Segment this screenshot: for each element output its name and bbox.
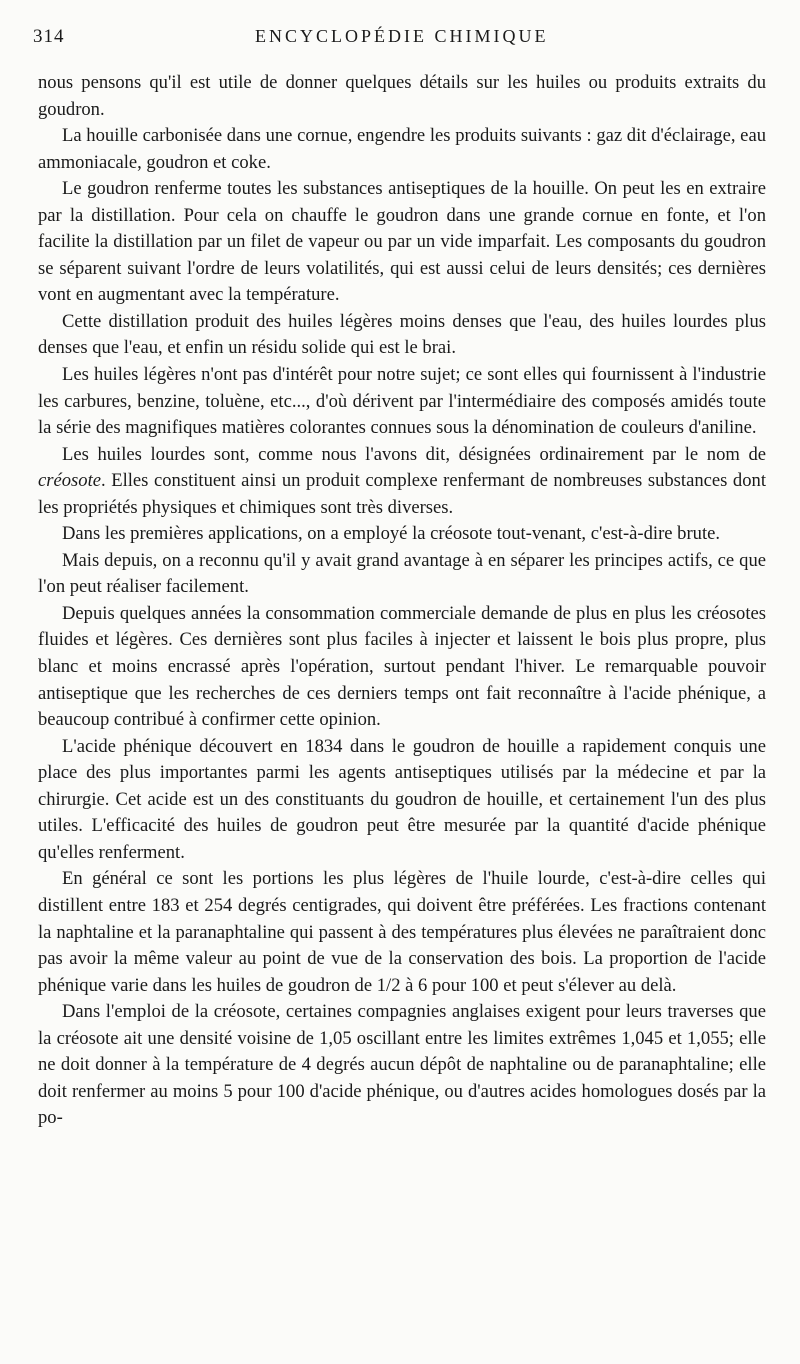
paragraph-6 bbox=[38, 442, 766, 522]
paragraph-9: Depuis quelques années la consommation commerciale demande de plus en plus les créosotes fluides et légères. Ces dernières sont plus faciles à injecter et laissent le bois plus propre, plus blanc et moins encrassé après l'opération, surtout pendant l'hiver. Le remarquable pouvoir antiseptique que les recherches de ces derniers temps ont fait reconnaître à l'acide phénique, a beaucoup contribué à confirmer cette opinion. bbox=[38, 602, 766, 731]
paragraph-6-start: Les huiles lourdes sont, comme nous l'avons dit, désignées ordinairement par le nom de bbox=[62, 443, 766, 465]
paragraph-12: Dans l'emploi de la créosote, certaines compagnies anglaises exigent pour leurs traverses que la créosote ait une densité voisine de 1,05 oscillant entre les limites extrêmes 1,045 et 1,055; elle ne doit donner à la température de 4 degrés aucun dépôt de naphtaline ou de paranaphtaline; elle doit renfermer au moins 5 pour 100 d'acide phénique, ou d'autres acides homologues dosés par la po- bbox=[38, 1001, 766, 1129]
paragraph-3: Le goudron renferme toutes les substances antiseptiques de la houille. On peut les en extraire par la distillation. Pour cela on chauffe le goudron dans une grande cornue en fonte, et l'on facilite la distillation par un filet de vapeur ou par un vide imparfait. Les composants du goudron se séparent suivant l'ordre de leurs volatilités, qui est aussi celui de leurs densités; ces dernières vont en augmentant avec la température. bbox=[38, 178, 766, 306]
paragraph-4: Cette distillation produit des huiles légères moins denses que l'eau, des huiles lourdes plus denses que l'eau, et enfin un résidu solide qui est le brai. bbox=[38, 310, 766, 359]
body-text bbox=[38, 70, 766, 1132]
paragraph-2: La houille carbonisée dans une cornue, engendre les produits suivants : gaz dit d'éclairage, eau ammoniacale, goudron et coke. bbox=[38, 125, 766, 173]
paragraph-10: L'acide phénique découvert en 1834 dans le goudron de houille a rapidement conquis une place des plus importantes parmi les agents antiseptiques utilisés par la médecine et par la chirurgie. Cet acide est un des constituants du goudron de houille, et certainement l'un des plus utiles. L'efficacité des huiles de goudron peut être mesurée par la quantité d'acide phénique qu'elles renferment. bbox=[38, 735, 766, 863]
page-number: 314 bbox=[33, 26, 65, 47]
paragraph-5: Les huiles légères n'ont pas d'intérêt pour notre sujet; ce sont elles qui fournissent à l'industrie les carbures, benzine, toluène, etc..., d'où dérivent par l'intermédiaire des composés amidés toute la série des magnifiques matières colorantes connues sous la dénomination de couleurs d'aniline. bbox=[38, 364, 766, 439]
paragraph-1: nous pensons qu'il est utile de donner quelques détails sur les huiles ou produits extraits du goudron. bbox=[38, 72, 766, 120]
page-header bbox=[33, 26, 773, 56]
paragraph-8: Mais depuis, on a reconnu qu'il y avait grand avantage à en séparer les principes actifs, ce que l'on peut réaliser facilement. bbox=[38, 549, 766, 598]
paragraph-6-end: . Elles constituent ainsi un produit complexe renfermant de nombreuses substances dont les propriétés physiques et chimiques sont très diverses. bbox=[38, 470, 766, 518]
paragraph-7: Dans les premières applications, on a employé la créosote tout-venant, c'est-à-dire brute. bbox=[62, 523, 721, 545]
paragraph-11: En général ce sont les portions les plus légères de l'huile lourde, c'est-à-dire celles qui distillent entre 183 et 254 degrés centigrades, qui doivent être préférées. Les fractions contenant la naphtaline et la paranaphtaline qui passent à des températures plus élevées ne paraîtraient donc pas avoir la même valeur au point de vue de la conservation des bois. La proportion de l'acide phénique varie dans les huiles de goudron de 1/2 à 6 pour 100 et peut s'élever au delà. bbox=[38, 868, 766, 996]
running-title: ENCYCLOPÉDIE CHIMIQUE bbox=[255, 26, 549, 46]
term-creosote: créosote bbox=[38, 470, 101, 492]
